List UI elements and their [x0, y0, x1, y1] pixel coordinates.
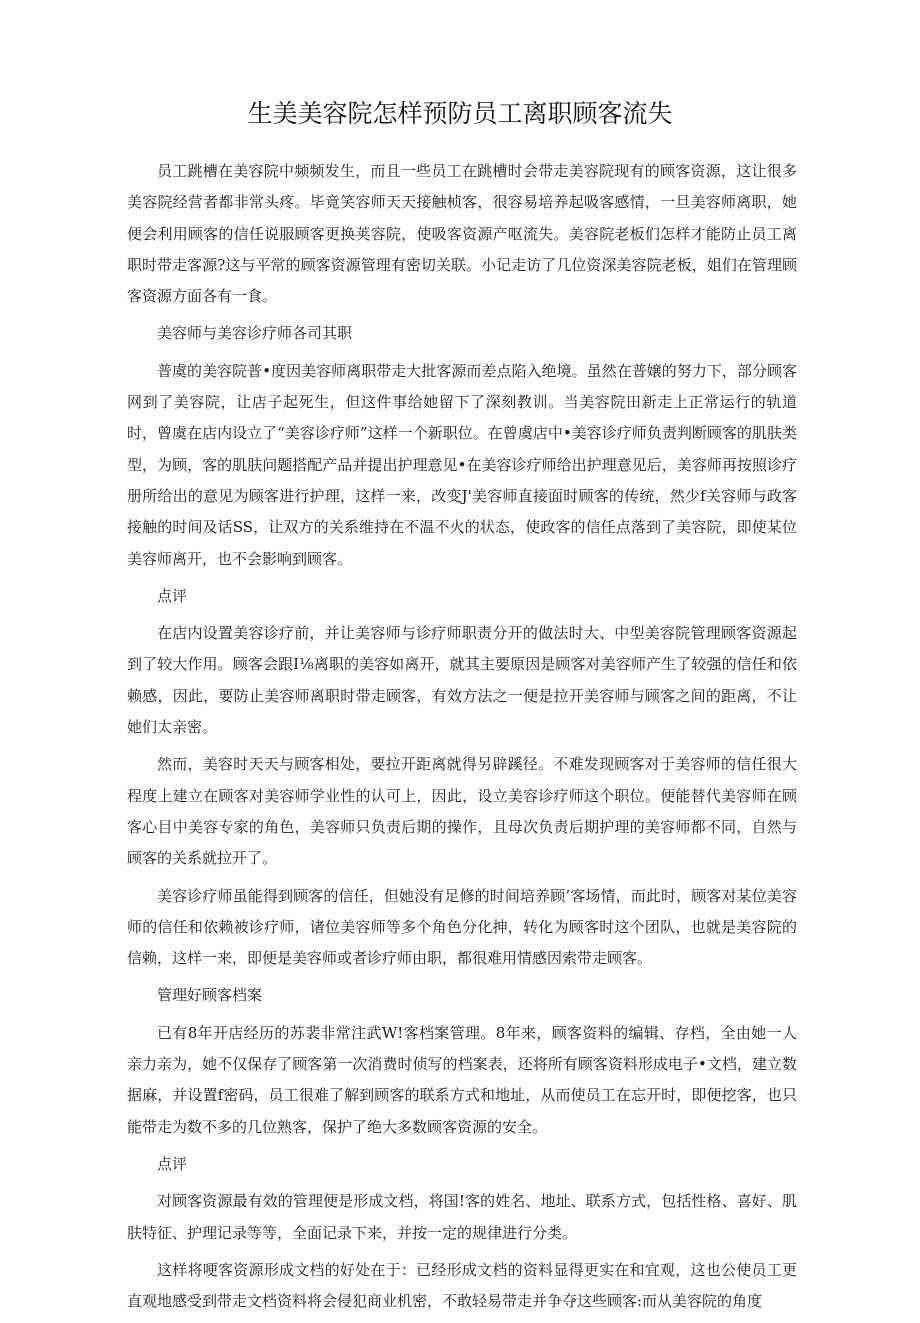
- body-paragraph: 员工跳槽在美容院中频频发生，而且一些员工在跳槽时会带走美容院现有的顾客资源，这让很多美容院经营者都非常头疼。毕竟笑容师天天接触桢客，很容易培养起吸客感情，一旦美容师离职，她便会利用顾客的信任说服顾客更换荚容院，使吸客资源产呕流失。美容院老板们怎样才能防止员工离职时带走客源?这与平常的顾客资源管理有密切关联。小记走访了几位资深美容院老板，姐们在管理顾客资源方面各有一食。: [127, 162, 797, 306]
- section-heading: 点评: [157, 1154, 188, 1173]
- document-title: 生美美容院怎样预防员工离职顾客流失: [247, 99, 673, 128]
- section-heading: 美容师与美容诊疗师各司其职: [157, 324, 353, 343]
- section-heading: 管理好顾客档案: [157, 986, 263, 1005]
- body-paragraph: 然而，美容时天天与顾客相处，要拉开距离就得另辟蹊径。不难发现顾客对于美容师的信任很大程度上建立在顾客对美容师学业性的认可上，因此，设立美容诊疗师这个职位。便能替代美容师在顾客心目中美容专家的角色，美容师只负责后期的操作，且母次负责后期护理的美容师都不同，自然与顾客的关系就拉开了。: [127, 755, 797, 868]
- body-paragraph: 对顾客资源最有效的管理便是形成文档，将国!客的姓名、地址、联系方式，包括性格、喜好、肌肤特征、护理记录等等，全面记录下来，并按一定的规律进行分类。: [127, 1192, 797, 1242]
- body-paragraph: 在店内设置美容诊疗前，并让美容师与诊疗师职责分开的做法时大、中型美容院管理顾客资源起到了较大作用。顾客会跟I⅛离职的美容如离开，就其主要原因是顾客对美容师产生了较强的信任和依赖感，因此，要防止美容师离职时带走顾客，有效方法之一便是拉开美容师与顾客之间的距离，不让她们太亲密。: [127, 624, 797, 737]
- section-heading: 点评: [157, 586, 188, 605]
- body-paragraph: 普虞的美容院普•度因美容师离职带走大批客源而差点陷入绝境。虽然在普嬢的努力下，部分顾客网到了美容院，让店子起死生，但这件事给她留下了深刻教训。当美容院田新走上正常运行的轨道时，曾虞在店内设立了“美容诊疗师”这样一个新职位。在曾虞店中•美容诊疗师负责判断顾客的肌肤类型，为顾，客的肌肤问题搭配产品并提出护理意见•在美容诊疗师给出护理意见后，美容师再按照诊疗册所给出的意见为顾客进行护理，这样一来，改变J'美容师直接面时顾客的传统，然少f关容师与政客接触的时间及话SS，让双方的关系维持在不温不火的状态，使政客的信任点落到了美容院，即使某位美容师离开，也不会影响到顾客。: [127, 361, 797, 568]
- body-paragraph: 美容诊疗师虽能得到顾客的信任，但她没有足修的时间培养顾’客场情，而此时，顾客对某位美容师的信任和依赖被诊疗师，诸位美容师等多个角色分化抻，转化为顾客时这个团队，也就是美容院的信赖，这样一来，即便是美容师或者诊疗师由职，都很难用情感因索带走顾客。: [127, 886, 797, 968]
- document-body: [127, 156, 797, 1323]
- body-paragraph: 这样将哽客资源形成文档的好处在于：已经形成文档的资料显得更实在和宜观，这也公使员工更直观地感受到带走文档资料将会侵犯商业机密，不敢轻易带走并争夺这些顾客:而从美容院的角度: [127, 1260, 797, 1311]
- body-paragraph: 已有8年开店经历的苏裴非常注武W!客档案管理。8年来，顾客资料的编辑、存档，全由她一人亲力亲为，她不仅保存了顾客第一次消费时侦写的档案表，还将所有顾客资料形成电子•文档，建立数据麻，并设置f密码，员工很难了解到顾客的联系方式和地址，从而使员工在忘开时，即便挖客，也只能带走为数不多的几位熟客，保护了绝大多数顾客资源的安全。: [127, 1023, 797, 1136]
